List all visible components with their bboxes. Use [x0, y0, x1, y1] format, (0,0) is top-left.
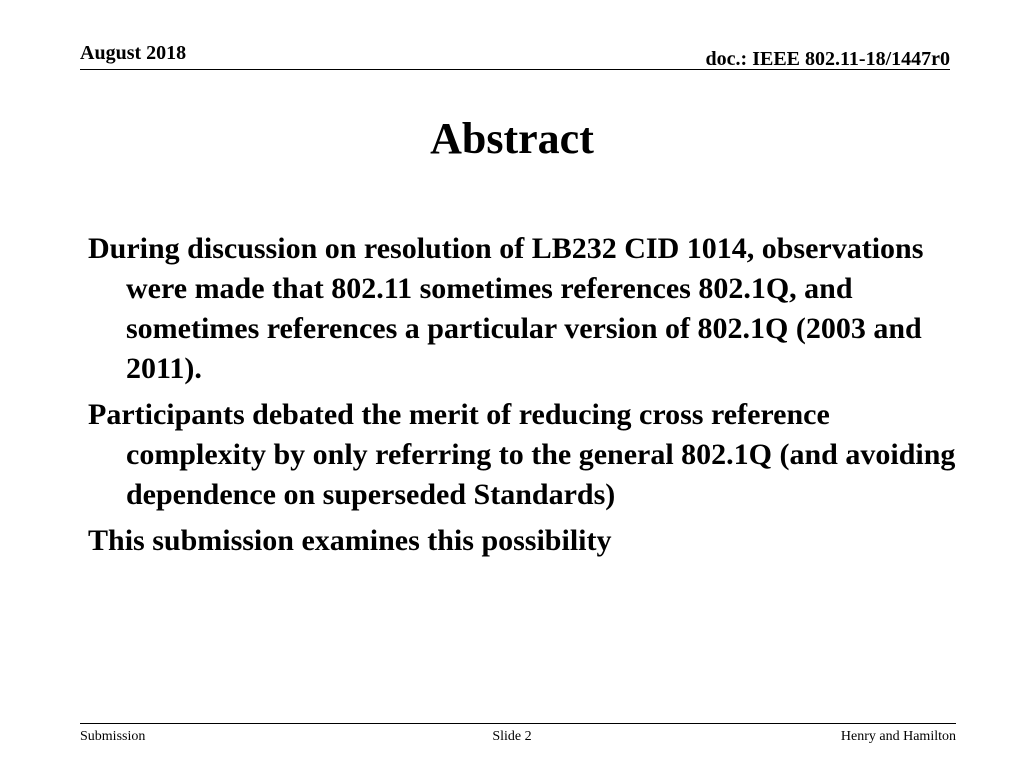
- footer-submission-label: Submission: [80, 729, 146, 744]
- header-date: August 2018: [80, 42, 187, 64]
- abstract-paragraph: During discussion on resolution of LB232 CID 1014, observations were made that 802.11 sometimes references 802.1Q, and sometimes references a particular version of 802.1Q (2003 and 2011).: [88, 232, 924, 385]
- abstract-paragraph: Participants debated the merit of reducing cross reference complexity by only referring to the general 802.1Q (and avoiding dependence on superseded Standards): [88, 398, 956, 511]
- footer-slide-number: Slide 2: [492, 729, 532, 744]
- abstract-body: [88, 229, 968, 567]
- footer-divider: [80, 723, 956, 724]
- abstract-paragraph: This submission examines this possibility: [88, 524, 612, 557]
- header-document-id: doc.: IEEE 802.11-18/1447r0: [705, 48, 950, 70]
- footer-authors: Henry and Hamilton: [840, 729, 956, 744]
- slide-title: Abstract: [430, 114, 594, 163]
- header-divider: [80, 69, 950, 70]
